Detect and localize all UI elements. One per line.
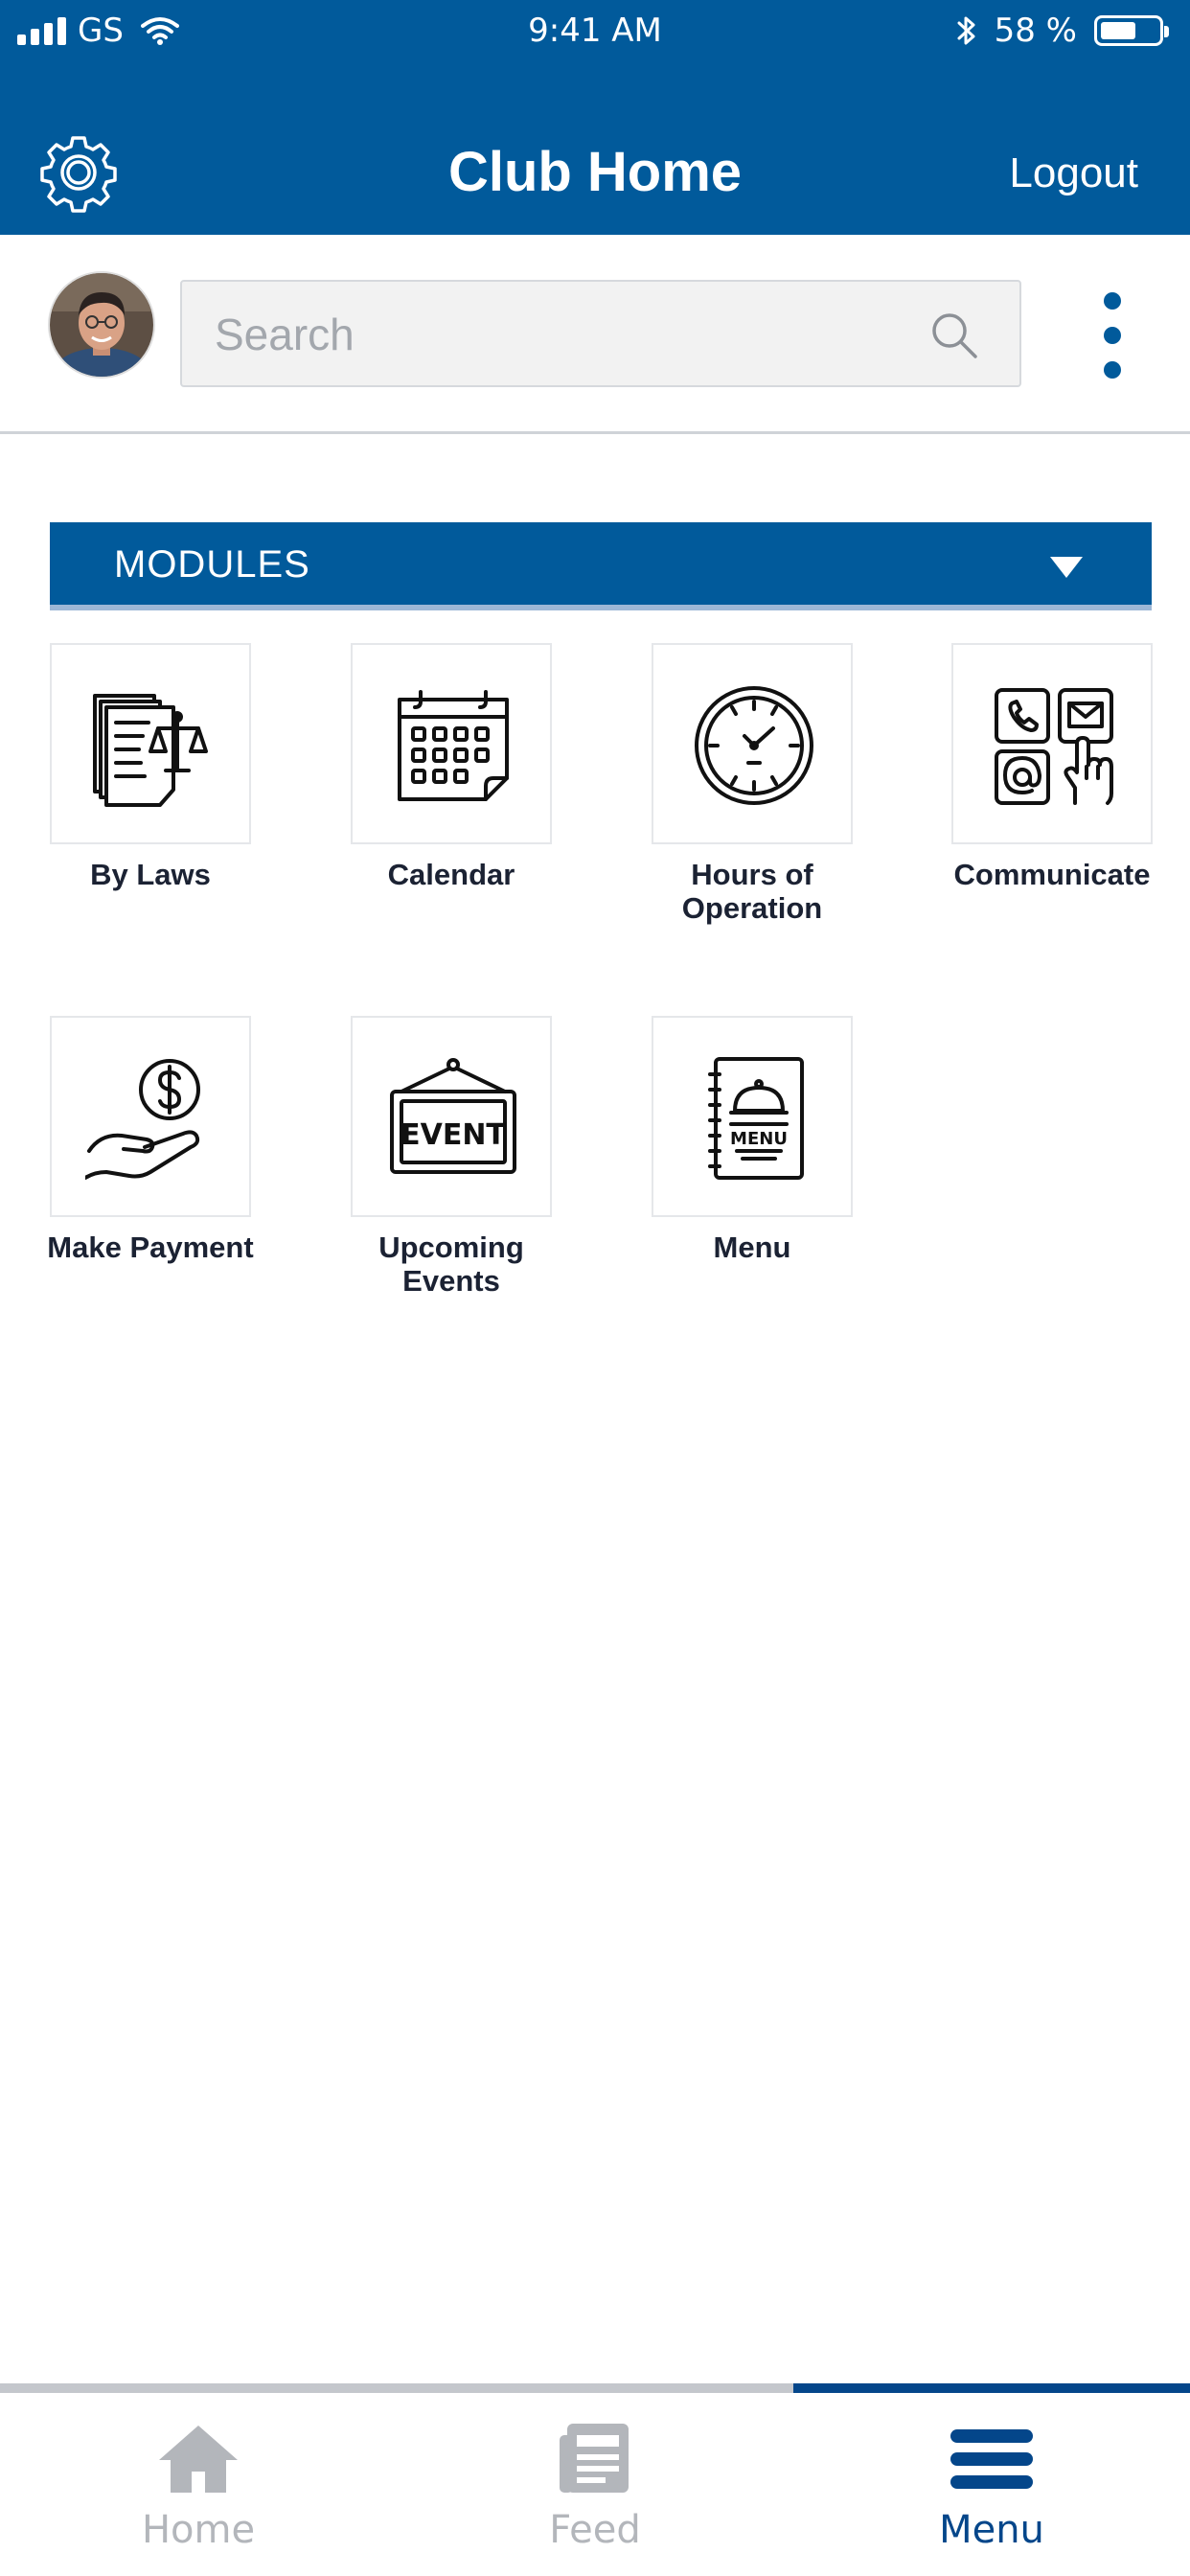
menu-book-text: MENU xyxy=(730,1129,788,1149)
payment-icon xyxy=(85,1051,219,1185)
search-icon[interactable] xyxy=(929,310,979,360)
modules-dropdown[interactable] xyxy=(50,522,1152,610)
module-icon-box xyxy=(351,643,552,844)
modules-label: MODULES xyxy=(114,543,310,586)
module-label: Menu xyxy=(713,1230,791,1264)
home-icon xyxy=(157,2422,240,2496)
clock-icon xyxy=(687,678,821,813)
hamburger-icon xyxy=(950,2422,1033,2496)
tab-indicator-track xyxy=(0,2383,793,2393)
search-row xyxy=(0,235,1190,434)
page-title: Club Home xyxy=(447,141,743,203)
module-icon-box xyxy=(652,1016,853,1217)
search-box xyxy=(180,280,1021,387)
battery-level xyxy=(1101,22,1135,39)
logout-button[interactable]: Logout xyxy=(1009,150,1138,196)
module-label: Make Payment xyxy=(47,1230,254,1264)
search-input[interactable] xyxy=(182,282,945,387)
event-sign-text: EVENT xyxy=(400,1118,506,1152)
tab-label: Menu xyxy=(939,2508,1044,2552)
module-icon-box xyxy=(652,643,853,844)
user-avatar[interactable] xyxy=(50,273,153,377)
tab-menu[interactable] xyxy=(793,2393,1190,2576)
bluetooth-icon xyxy=(956,13,977,48)
module-icon-box xyxy=(50,1016,251,1217)
calendar-icon xyxy=(386,678,520,813)
menu-book-icon xyxy=(687,1051,821,1185)
bylaws-icon xyxy=(85,678,219,813)
app-header xyxy=(0,0,1190,235)
tab-label: Feed xyxy=(549,2508,641,2552)
more-options-icon[interactable] xyxy=(1097,292,1128,384)
tab-label: Home xyxy=(141,2508,256,2552)
tab-home[interactable] xyxy=(0,2393,397,2576)
tab-indicator-active xyxy=(793,2383,1190,2393)
module-label: Upcoming Events xyxy=(378,1230,524,1298)
module-label: Calendar xyxy=(387,858,515,891)
status-bar xyxy=(0,0,1190,67)
bottom-tab-bar xyxy=(0,2383,1190,2576)
communicate-icon xyxy=(987,678,1121,813)
module-label: Communicate xyxy=(953,858,1151,891)
caret-down-icon xyxy=(1050,557,1083,578)
newspaper-icon xyxy=(554,2422,636,2496)
battery-percentage: 58 % xyxy=(994,12,1077,50)
status-time: 9:41 AM xyxy=(528,12,662,50)
module-label: By Laws xyxy=(90,858,211,891)
module-icon-box xyxy=(50,643,251,844)
module-label: Hours of Operation xyxy=(681,858,823,925)
module-icon-box xyxy=(351,1016,552,1217)
tab-feed[interactable] xyxy=(397,2393,793,2576)
event-sign-icon xyxy=(386,1051,520,1185)
battery-icon xyxy=(1094,15,1163,46)
module-icon-box xyxy=(951,643,1153,844)
carrier-name: GS xyxy=(78,12,124,50)
